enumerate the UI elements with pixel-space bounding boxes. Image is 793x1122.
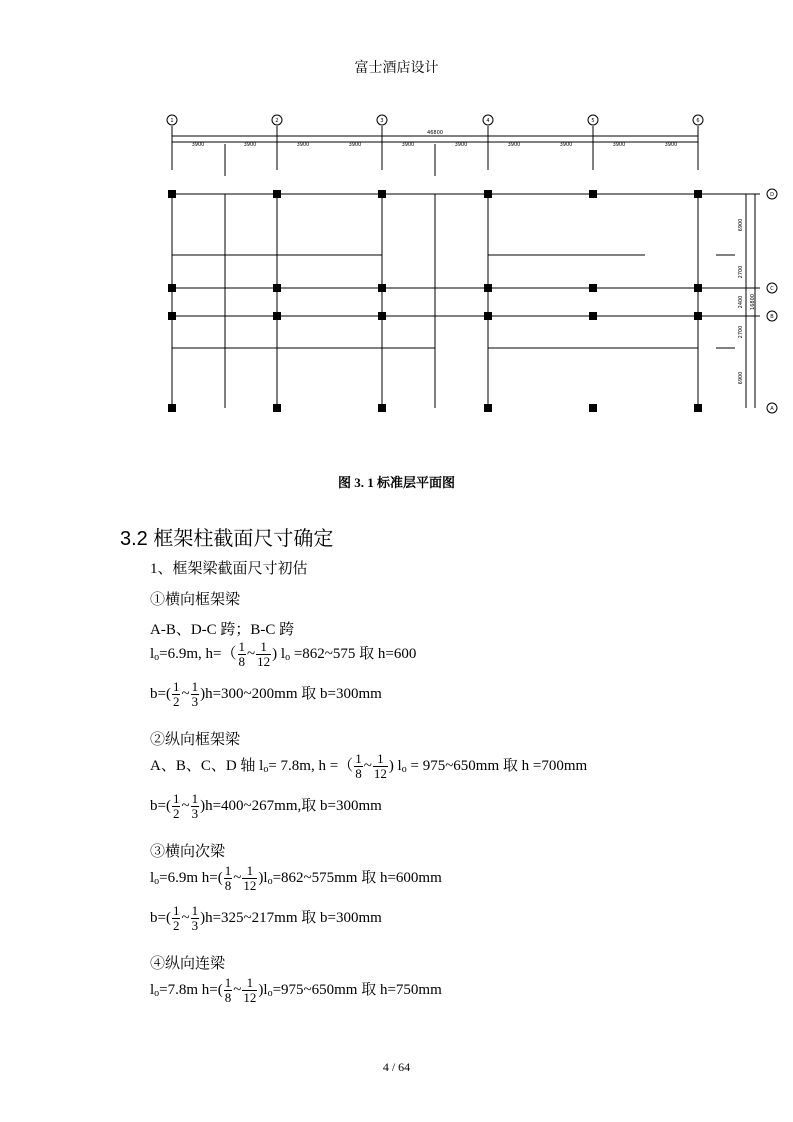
axis-label: A — [770, 406, 774, 412]
fraction: $\frac{1}{3}$ — [191, 679, 199, 709]
axis-label: 5 — [591, 118, 595, 124]
bay-dimension: 3900 — [296, 142, 310, 148]
axis-label: D — [770, 192, 774, 198]
formula-line: $l_o=6.9m$ h=( $\frac{1}{8}$ ~ $\frac{1}{12}$ )$l_o=862\sim 575mm$ 取 h=600mm — [150, 863, 442, 893]
bay-dimension: 3900 — [507, 142, 521, 148]
bay-dimension: 3900 — [243, 142, 257, 148]
page-header: 富士酒店设计 — [354, 61, 439, 76]
text-line: ①横向框架梁 — [150, 592, 241, 608]
overall-dimension: 46800 — [427, 130, 443, 136]
formula-line: b=( $\frac{1}{2}$ ~ $\frac{1}{3}$ )h=300~200mm 取 b=300mm — [150, 679, 382, 709]
bay-dimension: 3900 — [191, 142, 205, 148]
formula-line: b=( $\frac{1}{2}$ ~ $\frac{1}{3}$ )h=400~267mm,取 b=300mm — [150, 791, 382, 821]
text-line: ②纵向框架梁 — [150, 732, 241, 748]
page-number: 4 / 64 — [382, 1060, 411, 1074]
bay-dimension: 3900 — [401, 142, 415, 148]
axis-label: 4 — [486, 118, 490, 124]
axis-label: B — [770, 314, 774, 320]
right-dimension: 6900 — [738, 218, 744, 232]
axis-label: 3 — [380, 118, 384, 124]
bay-dimension: 3900 — [454, 142, 468, 148]
text-line: 1、框架梁截面尺寸初估 — [150, 561, 308, 577]
fraction: $\frac{1}{3}$ — [191, 791, 199, 821]
bay-dimension: 3900 — [559, 142, 573, 148]
right-dimension: 6900 — [738, 371, 744, 385]
fraction: $\frac{1}{12}$ — [257, 639, 271, 669]
formula-line: A、B、C、D 轴 $l_o= 7.8m$, h =（ $\frac{1}{8}$ ~ $\frac{1}{12}$ ) $l_o$ = 975~650mm 取 h =700mm — [150, 751, 588, 781]
axis-label: 2 — [275, 118, 279, 124]
fraction: $\frac{1}{2}$ — [172, 791, 180, 821]
text-line: ④纵向连梁 — [150, 956, 226, 972]
fraction: $\frac{1}{8}$ — [238, 639, 246, 669]
fraction: $\frac{1}{2}$ — [172, 903, 180, 933]
text-line: A-B、D-C 跨；B-C 跨 — [150, 622, 295, 638]
fraction: $\frac{1}{8}$ — [224, 863, 232, 893]
axis-label: 1 — [170, 118, 174, 124]
bay-dimension: 3900 — [612, 142, 626, 148]
right-dimension: 2700 — [738, 265, 744, 279]
fraction: $\frac{1}{12}$ — [243, 975, 257, 1005]
formula-line: $l_o=6.9m$, h=（ $\frac{1}{8}$ ~ $\frac{1}{12}$ ) $l_o$ =862~575 取 h=600 — [150, 639, 417, 669]
bay-dimension: 3900 — [664, 142, 678, 148]
right-dimension: 2700 — [738, 325, 744, 339]
right-total-dimension: 16800 — [750, 294, 756, 310]
axis-label: C — [770, 286, 774, 292]
right-dimension: 2400 — [738, 295, 744, 309]
text-line: ③横向次梁 — [150, 844, 226, 860]
figure-caption: 图 3. 1 标准层平面图 — [337, 475, 455, 490]
axis-label: 6 — [696, 118, 700, 124]
formula-line: b=( $\frac{1}{2}$ ~ $\frac{1}{3}$ )h=325~217mm 取 b=300mm — [150, 903, 382, 933]
fraction: $\frac{1}{3}$ — [191, 903, 199, 933]
section-title: 3.2 框架柱截面尺寸确定 — [120, 528, 334, 550]
fraction: $\frac{1}{8}$ — [355, 751, 362, 781]
bay-dimension: 3900 — [348, 142, 362, 148]
fraction: $\frac{1}{12}$ — [243, 863, 257, 893]
fraction: $\frac{1}{8}$ — [224, 975, 232, 1005]
fraction: $\frac{1}{2}$ — [172, 679, 180, 709]
floor-plan-drawing — [150, 110, 790, 430]
formula-line: $l_o=7.8m$ h=( $\frac{1}{8}$ ~ $\frac{1}{12}$ )$l_o=975\sim 650mm$ 取 h=750mm — [150, 975, 442, 1005]
fraction: $\frac{1}{12}$ — [373, 751, 387, 781]
